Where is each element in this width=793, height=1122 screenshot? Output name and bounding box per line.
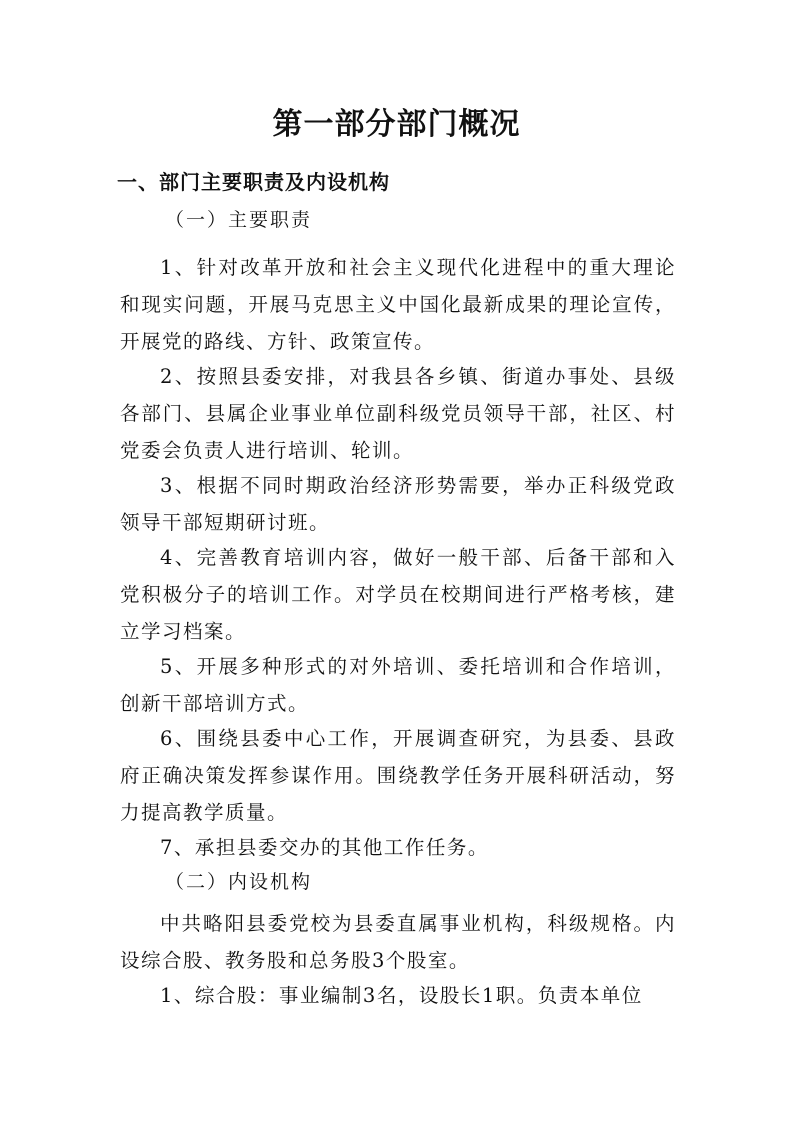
- duty-paragraph-5: 5、开展多种形式的对外培训、委托培训和合作培训，创新干部培训方式。: [120, 655, 676, 715]
- subsection-heading-main-duties: （一）主要职责: [165, 209, 313, 231]
- institution-item-1-paragraph: 1、综合股：事业编制3名，设股长1职。负责本单位: [160, 984, 643, 1007]
- duty-paragraph-3: 3、根据不同时期政治经济形势需要，举办正科级党政领导干部短期研讨班。: [120, 474, 676, 534]
- institution-intro-paragraph: 中共略阳县委党校为县委直属事业机构，科级规格。内设综合股、教务股和总务股3个股室。: [120, 912, 676, 972]
- duty-paragraph-7: 7、承担县委交办的其他工作任务。: [160, 836, 489, 859]
- section-heading-duties-and-structure: 一、部门主要职责及内设机构: [117, 170, 390, 194]
- duty-paragraph-4: 4、完善教育培训内容，做好一般干部、后备干部和入党积极分子的培训工作。对学员在校期间进行严格考核，建立学习档案。: [120, 546, 676, 643]
- duty-paragraph-2: 2、按照县委安排，对我县各乡镇、街道办事处、县级各部门、县属企业事业单位副科级党员领导干部，社区、村党委会负责人进行培训、轮训。: [120, 365, 676, 462]
- page-title: 第一部分部门概况: [272, 107, 521, 142]
- duty-paragraph-6: 6、围绕县委中心工作，开展调查研究，为县委、县政府正确决策发挥参谋作用。围绕教学任务开展科研活动，努力提高教学质量。: [120, 727, 676, 824]
- duty-paragraph-1: 1、针对改革开放和社会主义现代化进程中的重大理论和现实问题，开展马克思主义中国化最新成果的理论宣传，开展党的路线、方针、政策宣传。: [120, 256, 676, 353]
- subsection-heading-internal-structure: （二）内设机构: [165, 871, 313, 893]
